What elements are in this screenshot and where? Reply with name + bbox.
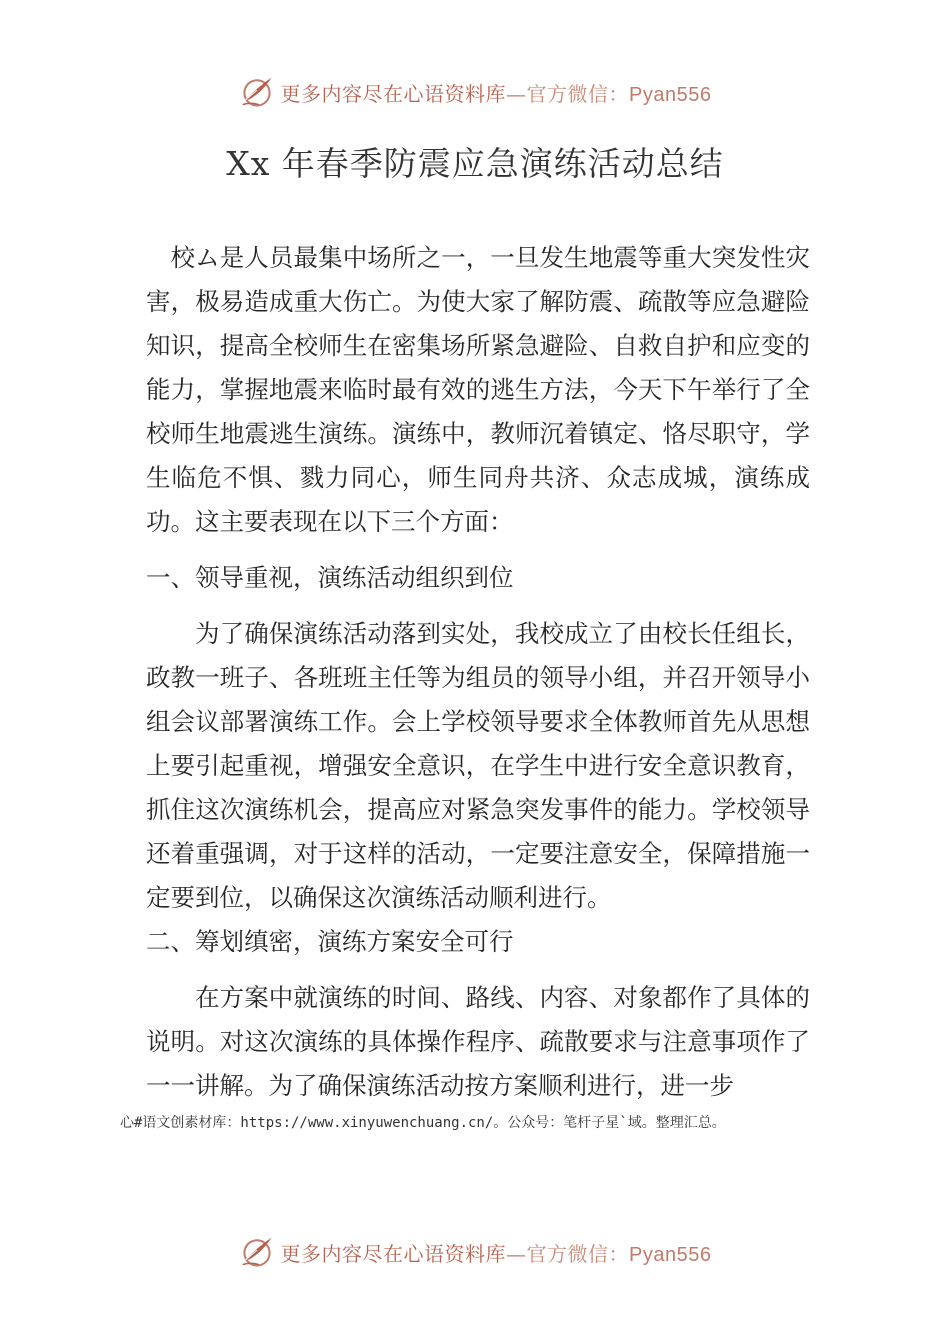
section-2: [146, 920, 810, 964]
quill-pen-logo-icon: [239, 1234, 275, 1270]
banner-separator: —: [506, 1241, 527, 1266]
section-2-content: [146, 976, 810, 1108]
page-title: Xx 年春季防震应急演练活动总结: [226, 144, 724, 183]
document-body: [146, 236, 810, 544]
section-1-heading: 一、领导重视，演练活动组织到位: [146, 563, 514, 592]
section-2-heading: 二、筹划缜密，演练方案安全可行: [146, 927, 514, 956]
banner-wechat-label: 官方微信：: [526, 1241, 630, 1266]
banner-wechat-label: 官方微信：: [526, 81, 630, 106]
intro-paragraph: 校ム是人员最集中场所之一，一旦发生地震等重大突发性灾害，极易造成重大伤亡。为使大家了解防震、疏散等应急避险知识，提高全校师生在密集场所紧急避险、自救自护和应变的能力，掌握地震来临时最有效的逃生方法，今天下午举行了全校师生地震逃生演练。演练中，教师沉着镇定、恪尽职守，学生临危不惧、戮力同心，师生同舟共济、众志成城，演练成功。这主要表现在以下三个方面：: [146, 243, 810, 536]
section-1-content: [146, 612, 810, 920]
section-1-paragraph: 为了确保演练活动落到实处，我校成立了由校长任组长，政教一班子、各班班主任等为组员的领导小组，并召开领导小组会议部署演练工作。会上学校领导要求全体教师首先从思想上要引起重视，增强安全意识，在学生中进行安全意识教育，抓住这次演练机会，提高应对紧急突发事件的能力。学校领导还着重强调，对于这样的活动，一定要注意安全，保障措施一定要到位，以确保这次演练活动顺利进行。: [146, 619, 810, 912]
banner-separator: —: [506, 81, 527, 106]
banner-wechat-id: Pyan556: [629, 1243, 712, 1266]
header-banner: [0, 72, 950, 112]
quill-pen-logo-icon: [239, 74, 275, 110]
banner-text: 更多内容尽在心语资料库: [280, 81, 507, 106]
banner-text: 更多内容尽在心语资料库: [280, 1241, 507, 1266]
footer-banner: [0, 1232, 950, 1272]
section-2-paragraph: 在方案中就演练的时间、路线、内容、对象都作了具体的说明。对这次演练的具体操作程序、疏散要求与注意事项作了一一讲解。为了确保演练活动按方案顺利进行，进一步: [146, 983, 810, 1100]
section-1: [146, 556, 810, 600]
banner-wechat-id: Pyan556: [629, 83, 712, 106]
footer-note: 心#语文创素材库：https://www.xinyuwenchuang.cn/。公众号：笔杆子星`域。整理汇总。: [120, 1115, 726, 1131]
